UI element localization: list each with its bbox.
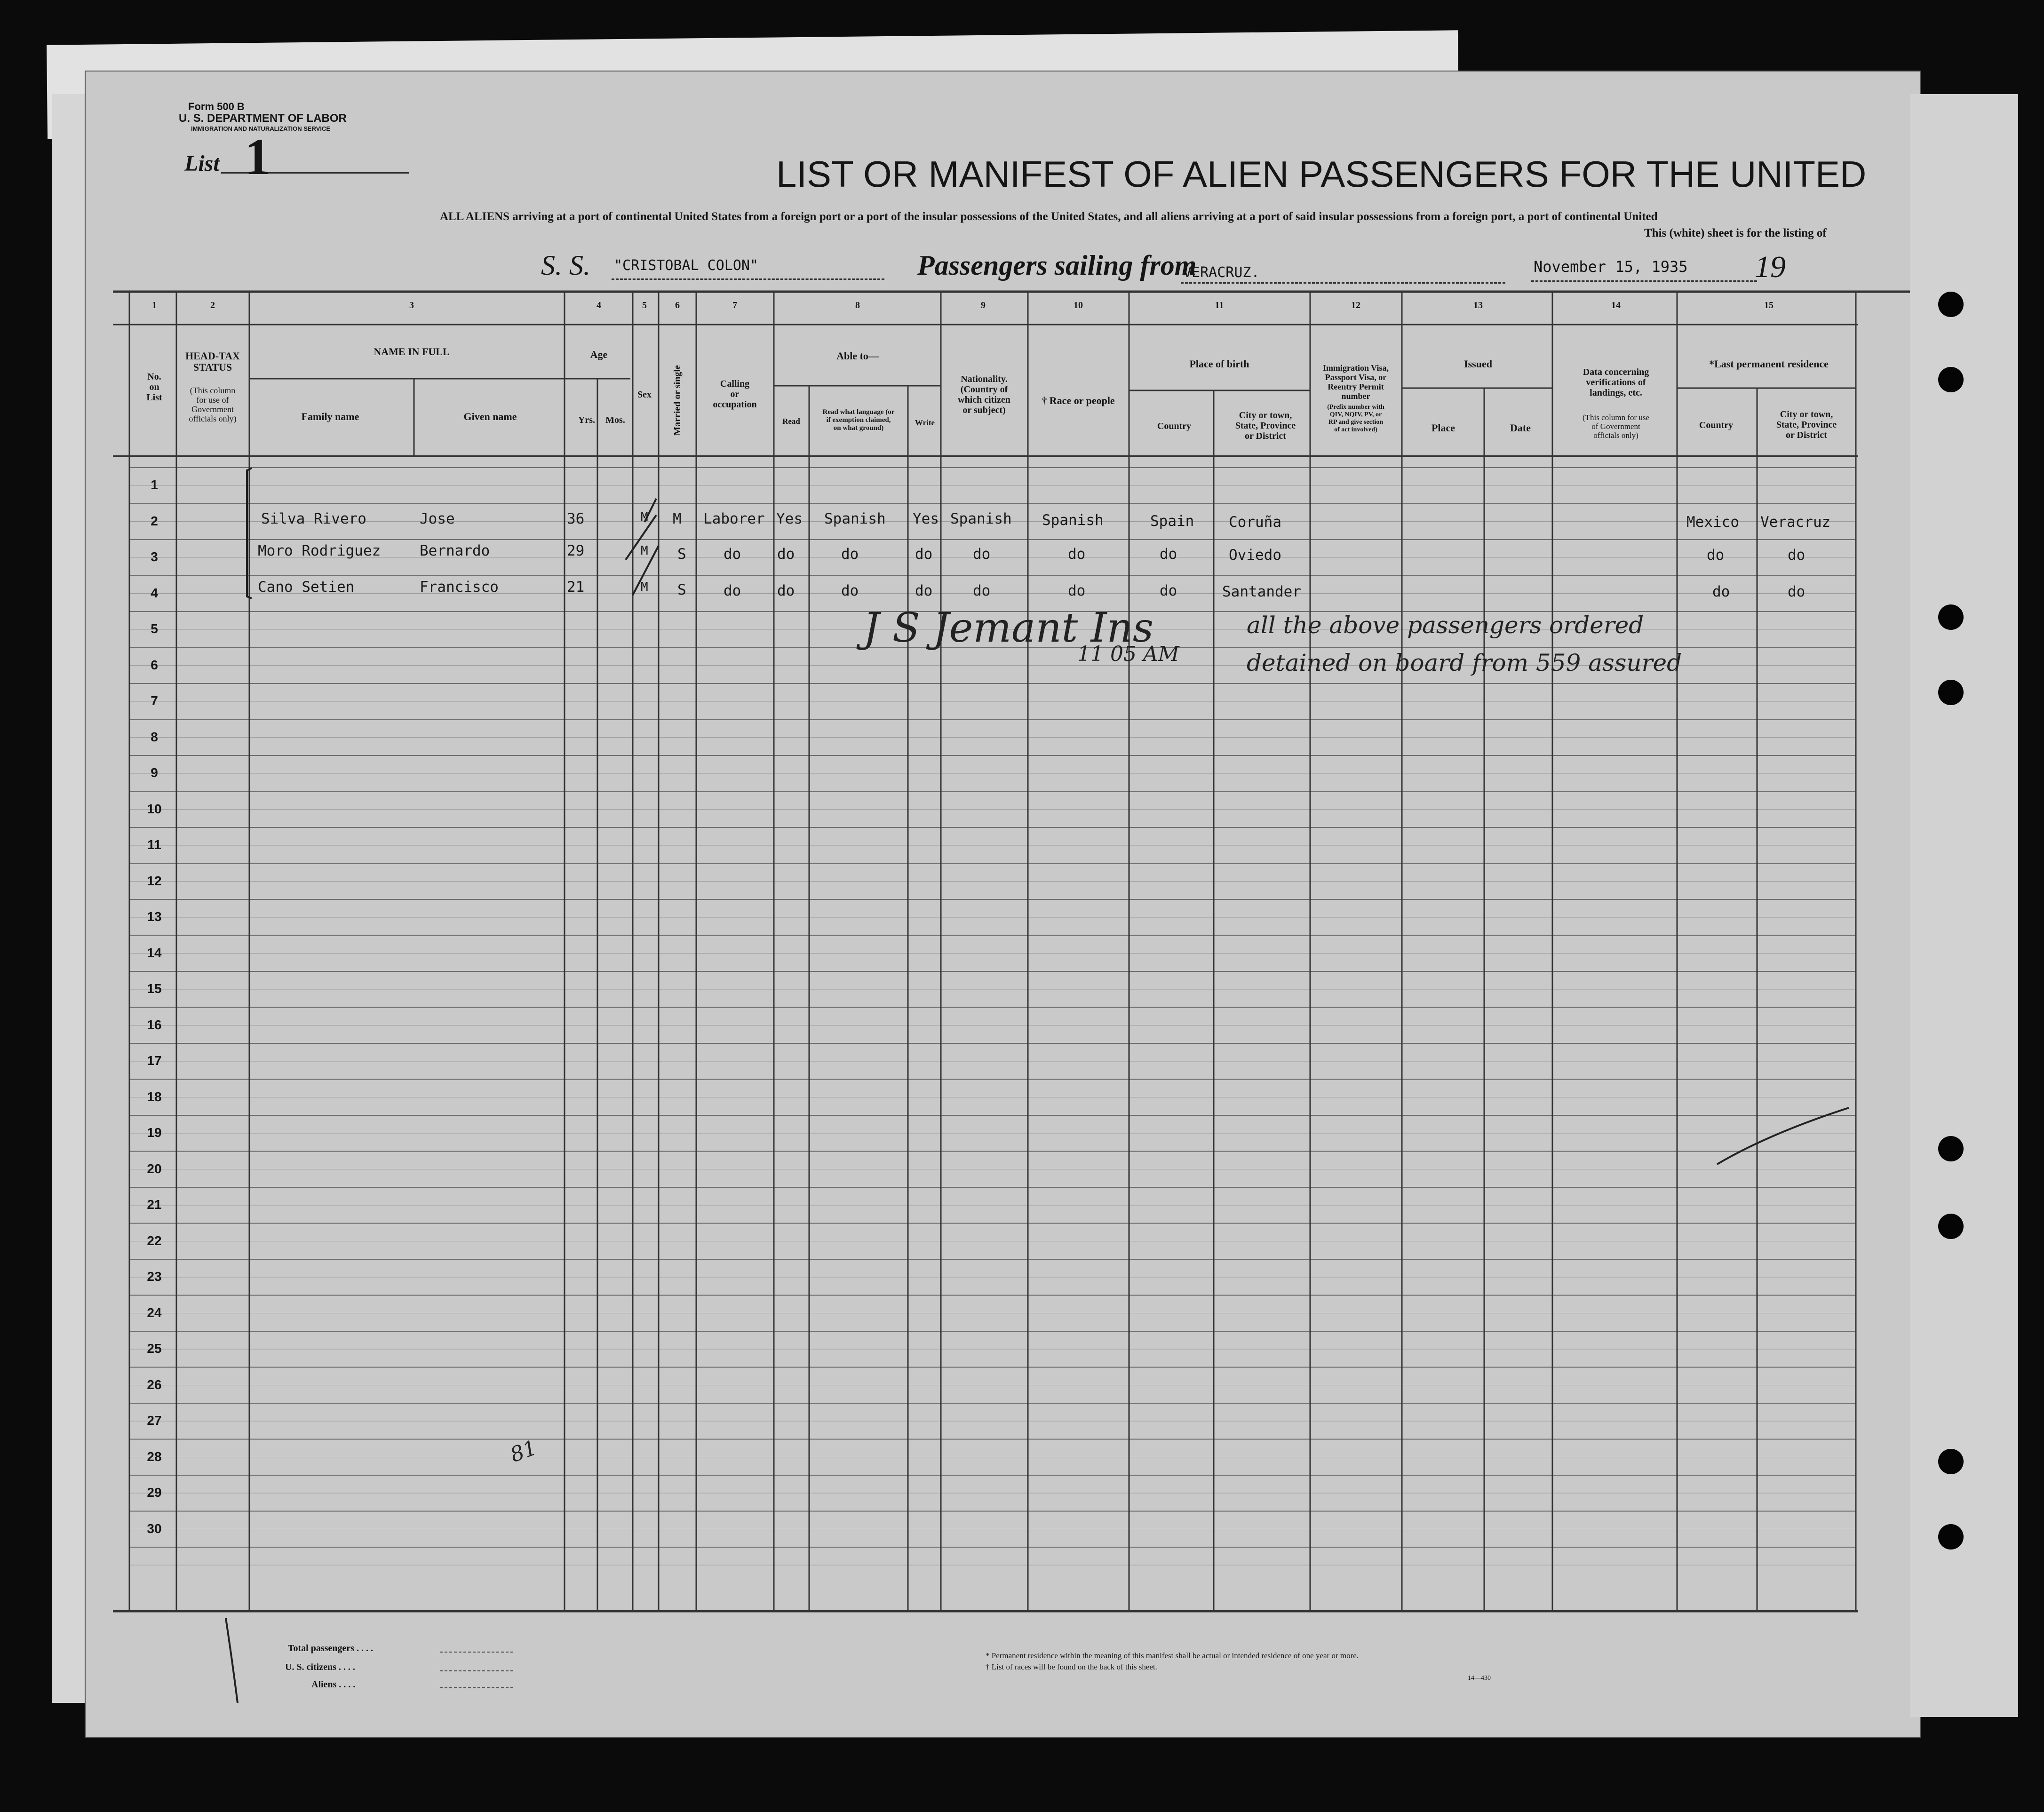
total-passengers-label: Total passengers . . . . — [288, 1643, 373, 1653]
list-label: List — [184, 151, 220, 176]
nationality-cell: do — [973, 582, 991, 599]
row-number: 4 — [151, 585, 158, 600]
row-number: 6 — [151, 657, 158, 672]
column-number: 12 — [1351, 300, 1360, 310]
inspector-signature: J S Jemant Ins — [863, 604, 1154, 652]
subtitle-line-2: This (white) sheet is for the listing of — [1644, 227, 1827, 239]
residence-city-cell: Veracruz — [1760, 514, 1831, 531]
given-name-cell: Francisco — [420, 579, 499, 596]
read-cell: do — [777, 546, 795, 563]
service-name: IMMIGRATION AND NATURALIZATION SERVICE — [191, 125, 331, 132]
given-name-cell: Bernardo — [420, 542, 490, 559]
binder-hole — [1938, 367, 1964, 392]
married-cell: M — [673, 510, 682, 527]
port-underline — [1181, 282, 1505, 284]
binder-strip — [1910, 94, 2018, 1717]
header-residence-country: Country — [1699, 420, 1734, 430]
form-number: Form 500 B — [188, 101, 245, 112]
read-cell: do — [777, 582, 795, 599]
header-head-tax-note: (This column for use of Government officials only) — [189, 386, 237, 423]
married-cell: S — [677, 581, 686, 598]
given-name-cell: Jose — [420, 510, 455, 527]
row-number: 26 — [147, 1377, 162, 1392]
family-name-cell: Moro Rodriguez — [258, 542, 381, 559]
header-yrs: Yrs. — [578, 415, 596, 425]
age-cell: 36 — [567, 510, 585, 527]
row-number: 14 — [147, 945, 162, 960]
header-read: Read — [782, 417, 800, 426]
department: U. S. DEPARTMENT OF LABOR — [179, 112, 347, 125]
header-able-to: Able to— — [836, 350, 879, 362]
header-last-residence: *Last permanent residence — [1709, 358, 1829, 370]
row-number: 2 — [151, 513, 158, 528]
list-number: 1 — [245, 128, 270, 185]
row-number: 21 — [147, 1197, 162, 1212]
year-label: 19 — [1755, 250, 1786, 284]
sailing-label: Passengers sailing from — [917, 250, 1197, 281]
header-name-in-full: NAME IN FULL — [374, 346, 450, 358]
occupation-cell: do — [724, 546, 741, 563]
row-number: 13 — [147, 909, 162, 924]
form-code: 14—430 — [1468, 1675, 1491, 1682]
page-title: LIST OR MANIFEST OF ALIEN PASSENGERS FOR THE UNITED — [776, 153, 1867, 195]
occupation-cell: do — [724, 582, 741, 599]
row-number: 25 — [147, 1341, 162, 1356]
birth-country-cell: do — [1160, 582, 1177, 599]
married-cell: S — [677, 546, 686, 563]
ship-name: "CRISTOBAL COLON" — [614, 257, 759, 274]
aliens-label: Aliens . . . . — [311, 1679, 356, 1690]
header-married: Married or single — [672, 365, 683, 436]
race-cell: do — [1068, 546, 1086, 563]
row-number: 15 — [147, 981, 162, 996]
row-number: 16 — [147, 1017, 162, 1032]
race-cell: Spanish — [1042, 512, 1104, 529]
header-issued: Issued — [1464, 358, 1492, 370]
row-number: 1 — [151, 477, 158, 492]
header-sex: Sex — [637, 389, 652, 400]
column-number: 8 — [855, 300, 860, 310]
footnote-races: † List of races will be found on the back of this sheet. — [986, 1662, 1157, 1671]
language-cell: Spanish — [824, 510, 886, 527]
sailing-date: November 15, 1935 — [1534, 258, 1688, 276]
column-number: 6 — [675, 300, 680, 310]
column-number: 13 — [1473, 300, 1483, 310]
residence-city-cell: do — [1788, 547, 1805, 564]
row-number: 23 — [147, 1269, 162, 1284]
read-cell: Yes — [776, 510, 803, 527]
header-issued-date: Date — [1510, 422, 1531, 434]
birth-city-cell: Santander — [1222, 583, 1301, 600]
age-cell: 29 — [567, 542, 585, 559]
header-visa: Immigration Visa, Passport Visa, or Reentry Permit number — [1322, 363, 1389, 401]
birth-city-cell: Oviedo — [1229, 547, 1281, 564]
header-data-concerning: Data concerning verifications of landings, etc. — [1583, 367, 1649, 398]
write-cell: Yes — [913, 510, 939, 527]
row-number: 22 — [147, 1233, 162, 1248]
occupation-cell: Laborer — [703, 510, 765, 527]
inspection-time: 11 05 AM — [1077, 642, 1179, 666]
sex-cell: M — [641, 510, 648, 525]
row-number: 29 — [147, 1485, 162, 1500]
header-data-note: (This column for use of Government officials only) — [1582, 413, 1650, 440]
row-number: 9 — [151, 765, 158, 780]
birth-country-cell: Spain — [1150, 513, 1194, 530]
row-number: 11 — [147, 837, 161, 852]
sex-cell: M — [641, 544, 648, 558]
column-number: 7 — [732, 300, 737, 310]
header-nationality: Nationality. (Country of which citizen or subject) — [958, 374, 1010, 415]
column-number: 14 — [1611, 300, 1621, 310]
column-number: 1 — [152, 300, 157, 310]
write-cell: do — [915, 546, 933, 563]
row-number: 8 — [151, 729, 158, 744]
language-cell: do — [841, 582, 859, 599]
race-cell: do — [1068, 582, 1086, 599]
header-age: Age — [590, 349, 608, 360]
header-read-language: Read what language (or if exemption claimed, on what ground) — [822, 408, 895, 432]
binder-hole — [1938, 292, 1964, 317]
row-number: 27 — [147, 1413, 162, 1428]
column-number: 5 — [642, 300, 647, 310]
row-number: 19 — [147, 1125, 162, 1140]
header-place-of-birth: Place of birth — [1189, 358, 1249, 370]
footnote-residence: * Permanent residence within the meaning of this manifest shall be actual or intended residence of one year or more. — [986, 1651, 1359, 1660]
page-mark: 81 — [507, 1435, 541, 1468]
row-number: 3 — [151, 549, 158, 564]
sex-cell: M — [641, 580, 648, 594]
header-race: † Race or people — [1042, 395, 1115, 406]
binder-hole — [1938, 680, 1964, 705]
ss-label: S. S. — [541, 250, 590, 281]
binder-hole — [1938, 1449, 1964, 1474]
nationality-cell: do — [973, 546, 991, 563]
ship-name-underline — [612, 278, 884, 280]
detention-note-line-1: all the above passengers ordered — [1247, 612, 1644, 639]
residence-country-cell: Mexico — [1686, 514, 1739, 531]
binder-hole — [1938, 604, 1964, 630]
detention-note-line-2: detained on board from 559 assured — [1247, 649, 1682, 676]
column-number: 11 — [1215, 300, 1224, 310]
binder-hole — [1938, 1214, 1964, 1239]
binder-hole — [1938, 1136, 1964, 1161]
header-write: Write — [915, 418, 935, 427]
column-number: 10 — [1074, 300, 1083, 310]
manifest-page — [85, 71, 1921, 1738]
nationality-cell: Spanish — [950, 510, 1012, 527]
family-name-cell: Silva Rivero — [261, 510, 366, 527]
departure-port: VERACRUZ. — [1183, 264, 1260, 281]
column-number: 4 — [596, 300, 601, 310]
column-number: 2 — [210, 300, 215, 310]
column-number: 3 — [409, 300, 414, 310]
header-visa-note: (Prefix number with QIV, NQIV, PV, or RP and give section of act involved) — [1327, 404, 1384, 433]
header-head-tax: HEAD-TAX STATUS — [185, 350, 240, 373]
column-number: 9 — [981, 300, 986, 310]
header-family-name: Family name — [301, 411, 359, 422]
row-number: 18 — [147, 1089, 162, 1104]
binder-hole — [1938, 1524, 1964, 1550]
date-underline — [1531, 280, 1757, 282]
row-number: 30 — [147, 1521, 162, 1536]
write-cell: do — [915, 582, 933, 599]
row-number: 20 — [147, 1161, 162, 1176]
family-name-cell: Cano Setien — [258, 579, 355, 596]
header-birth-country: Country — [1157, 421, 1192, 431]
row-number: 12 — [147, 873, 162, 888]
row-number: 7 — [151, 693, 158, 708]
header-mos: Mos. — [605, 415, 625, 425]
row-number: 17 — [147, 1053, 162, 1068]
residence-country-cell: do — [1707, 547, 1725, 564]
residence-country-cell: do — [1712, 583, 1730, 600]
birth-country-cell: do — [1160, 546, 1177, 563]
row-number: 24 — [147, 1305, 162, 1320]
header-issued-place: Place — [1431, 422, 1455, 434]
column-number: 15 — [1764, 300, 1774, 310]
age-cell: 21 — [567, 579, 585, 596]
birth-city-cell: Coruña — [1229, 514, 1281, 531]
row-number: 28 — [147, 1449, 162, 1464]
subtitle-line: ALL ALIENS arriving at a port of continental United States from a foreign port or a port of the insular possessions of the United States, and all aliens arriving at a port of said insular possessions from a foreign port, a port of continental United — [440, 210, 1658, 223]
residence-city-cell: do — [1788, 583, 1805, 600]
header-calling: Calling or occupation — [713, 379, 757, 410]
header-birth-city: City or town, State, Province or District — [1235, 410, 1296, 441]
language-cell: do — [841, 546, 859, 563]
us-citizens-label: U. S. citizens . . . . — [285, 1662, 355, 1672]
header-given-name: Given name — [463, 411, 517, 422]
row-number: 5 — [151, 621, 158, 636]
header-residence-city: City or town, State, Province or District — [1776, 409, 1837, 440]
header-no-on-list: No. on List — [146, 372, 162, 403]
row-number: 10 — [147, 801, 162, 816]
